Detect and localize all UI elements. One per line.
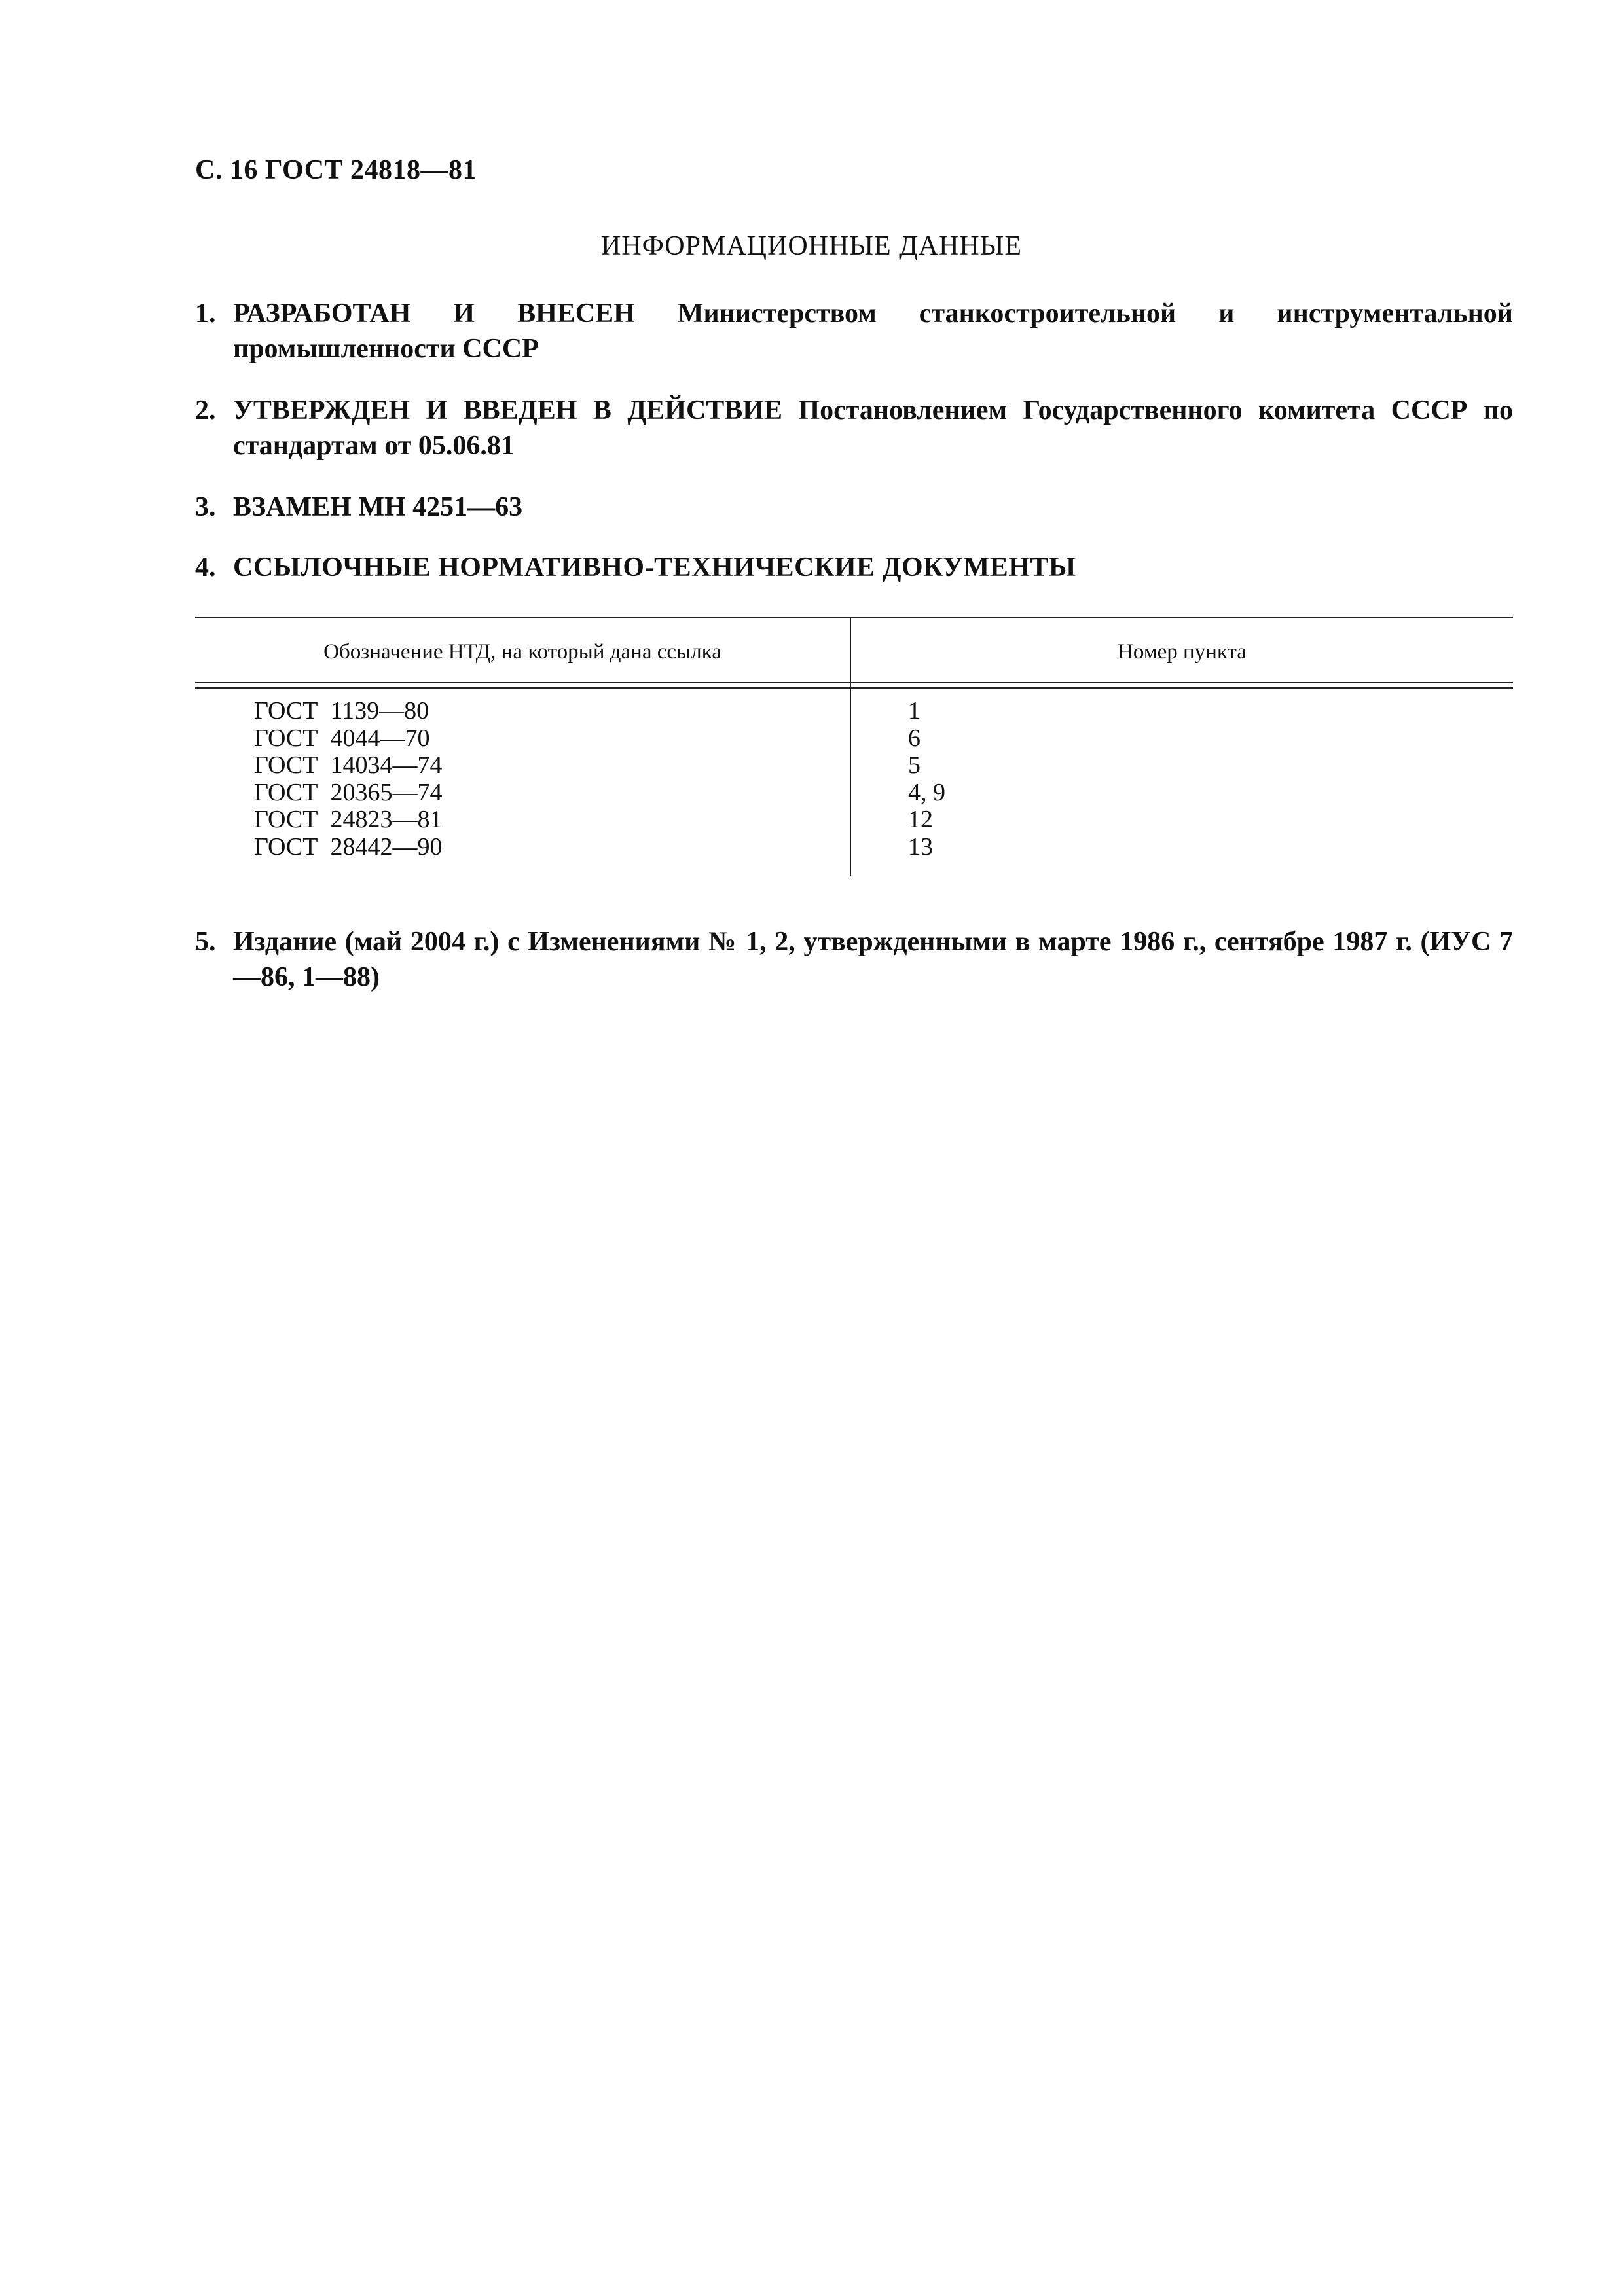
info-item-5	[195, 924, 1513, 995]
table-body	[195, 698, 1513, 861]
item-number: 5.	[195, 927, 216, 957]
table-row	[195, 698, 1513, 725]
point-cell: 12	[908, 806, 933, 833]
item-lead: РАЗРАБОТАН И ВНЕСЕН	[233, 298, 635, 329]
document-cell: ГОСТ 1139—80	[254, 697, 429, 725]
document-cell: ГОСТ 28442—90	[254, 833, 443, 861]
table-row	[195, 780, 1513, 807]
item-text	[233, 924, 1513, 995]
info-item-2	[195, 393, 1513, 463]
section-title: ИНФОРМАЦИОННЫЕ ДАННЫЕ	[600, 231, 1023, 261]
reference-table	[195, 617, 1513, 876]
item-number: 3.	[195, 492, 216, 522]
document-cell: ГОСТ 20365—74	[254, 778, 443, 806]
point-cell: 1	[908, 697, 921, 725]
item-rest: Постановлением Государственного комитета СССР по стандартам от 05.06.81	[233, 395, 1513, 461]
table-row	[195, 752, 1513, 780]
point-cell: 5	[908, 751, 921, 779]
item-lead: ССЫЛОЧНЫЕ НОРМАТИВНО-ТЕХНИЧЕСКИЕ ДОКУМЕНТЫ	[233, 552, 1076, 583]
table-row	[195, 806, 1513, 834]
item-lead: УТВЕРЖДЕН И ВВЕДЕН В ДЕЙСТВИЕ	[233, 395, 782, 425]
table-header-document: Обозначение НТД, на который дана ссылка	[323, 640, 721, 664]
document-cell: ГОСТ 24823—81	[254, 806, 443, 833]
item-text	[233, 296, 1513, 367]
point-cell: 6	[908, 724, 921, 752]
document-cell: ГОСТ 14034—74	[254, 751, 443, 779]
item-number: 1.	[195, 298, 216, 329]
info-item-1	[195, 296, 1513, 367]
table-header-point: Номер пункта	[1118, 640, 1247, 664]
document-cell: ГОСТ 4044—70	[254, 724, 430, 752]
item-text	[233, 490, 1513, 525]
item-text	[233, 550, 1513, 585]
table-row	[195, 725, 1513, 753]
item-number: 2.	[195, 395, 216, 425]
item-rest: Министерством станкостроительной и инструментальной промышленности СССР	[233, 298, 1513, 364]
info-item-3	[195, 490, 1513, 525]
item-text	[233, 393, 1513, 463]
item-lead: ВЗАМЕН МН 4251—63	[233, 492, 523, 522]
point-cell: 13	[908, 833, 933, 861]
table-row	[195, 834, 1513, 861]
item-rest: Издание (май 2004 г.) с Изменениями № 1, 2, утвержденными в марте 1986 г., сентябре 1987 г. (ИУС 7—86, 1—88)	[233, 927, 1513, 992]
page-header: С. 16 ГОСТ 24818—81	[195, 155, 477, 185]
item-number: 4.	[195, 552, 216, 583]
point-cell: 4, 9	[908, 778, 945, 806]
info-item-4	[195, 550, 1513, 585]
header-double-rule	[195, 687, 1513, 689]
header-double-rule	[195, 682, 1513, 683]
table-top-rule	[195, 617, 1513, 618]
